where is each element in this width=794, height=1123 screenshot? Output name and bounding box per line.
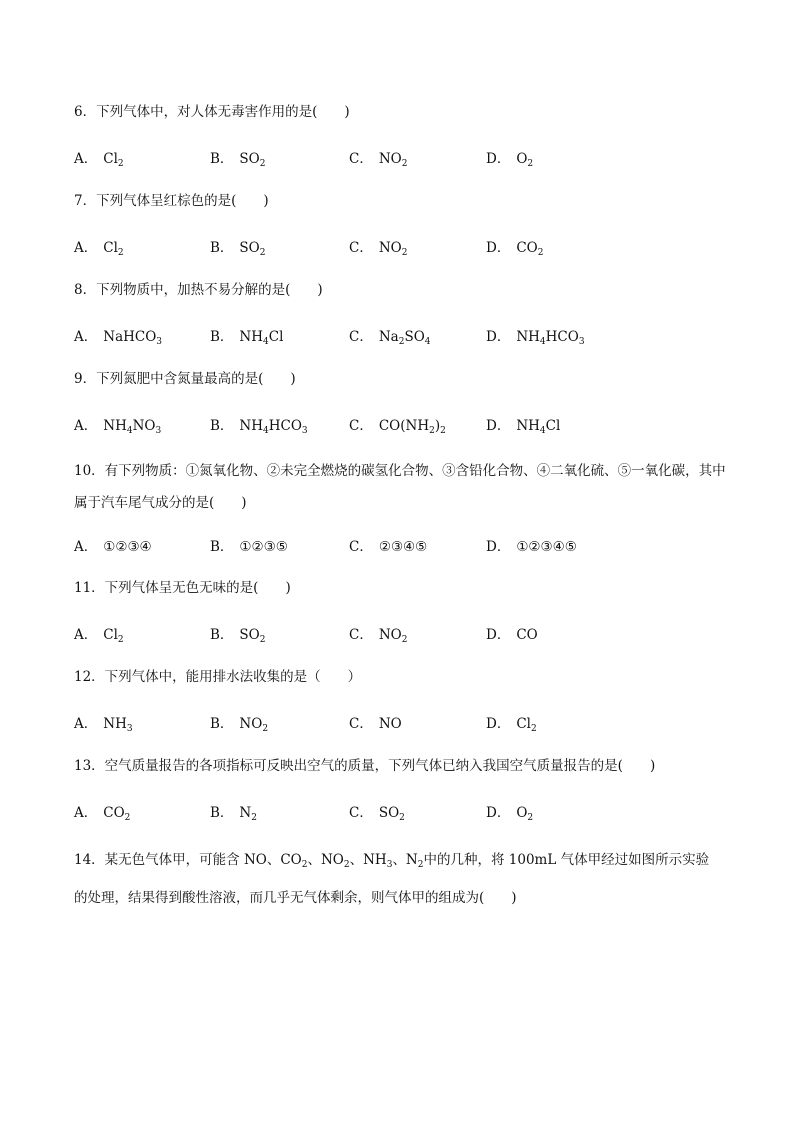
subscript-text: 3 <box>578 337 585 347</box>
option-letter: C． <box>349 329 373 345</box>
subscript-text: 2 <box>259 635 266 645</box>
question-10-options <box>74 534 734 556</box>
subscript-text: 2 <box>259 159 266 169</box>
option-letter: A． <box>74 716 98 732</box>
subscript-text: 2 <box>417 860 424 870</box>
option-letter: B． <box>210 627 234 643</box>
subscript-text: 2 <box>124 813 131 823</box>
subscript-text: 2 <box>399 813 405 823</box>
subscript-text: 2 <box>401 159 408 169</box>
option-letter: A． <box>74 805 98 821</box>
option-letter: B． <box>210 805 234 821</box>
option-letter: B． <box>210 240 234 256</box>
formula-text: NO <box>378 151 402 167</box>
option-letter: D． <box>486 805 511 821</box>
question-11-stem: 11．下列气体呈无色无味的是( ) <box>74 580 291 596</box>
option-letter: D． <box>486 539 511 555</box>
subscript-text: 2 <box>429 426 435 436</box>
formula-text: NH <box>516 329 540 345</box>
subscript-text: 2 <box>117 635 124 645</box>
option-d <box>486 325 585 345</box>
subscript-text: 2 <box>117 248 124 258</box>
formula-text: Cl <box>103 627 118 643</box>
option-b <box>210 712 268 732</box>
question-12-options <box>74 711 734 733</box>
question-7-options <box>74 235 734 257</box>
subscript-text: 2 <box>259 248 266 258</box>
option-c <box>349 414 446 434</box>
subscript-text: 2 <box>537 248 544 258</box>
formula-text: CO <box>516 240 538 256</box>
option-b <box>210 414 308 434</box>
option-d <box>486 236 543 256</box>
option-letter: A． <box>74 329 98 345</box>
formula-text: Cl <box>103 151 118 167</box>
subscript-text: 2 <box>401 635 408 645</box>
option-letter: B． <box>210 151 234 167</box>
option-letter: A． <box>74 240 98 256</box>
option-letter: C． <box>349 240 373 256</box>
option-letter: C． <box>349 418 373 434</box>
question-7-stem: 7．下列气体呈红棕色的是( ) <box>74 193 269 209</box>
option-d <box>486 801 533 821</box>
subscript-text: 4 <box>263 426 269 436</box>
formula-text: ②③④⑤ <box>378 539 428 555</box>
option-c <box>349 236 407 256</box>
formula-text: SO <box>378 805 400 821</box>
subscript-text: 3 <box>155 426 162 436</box>
option-letter: D． <box>486 151 511 167</box>
option-c <box>349 801 405 821</box>
option-a <box>74 147 124 167</box>
question-12-stem: 12．下列气体中，能用排水法收集的是（ ） <box>74 669 362 685</box>
formula-text: CO <box>516 627 538 643</box>
option-a <box>74 236 124 256</box>
formula-text: ①②③⑤ <box>239 539 288 555</box>
formula-text: ) <box>434 418 441 434</box>
question-6-stem: 6．下列气体中，对人体无毒害作用的是( ) <box>74 104 350 120</box>
question-14-stem-line1 <box>74 846 734 874</box>
formula-text: CO <box>103 805 125 821</box>
option-d <box>486 535 577 555</box>
formula-text: Cl <box>545 418 561 434</box>
option-letter: C． <box>349 627 373 643</box>
option-c <box>349 535 427 555</box>
option-c <box>349 325 431 345</box>
question-10-stem: 10．有下列物质：①氮氧化物、②未完全燃烧的碳氢化合物、③含铅化合物、④二氧化硫、⑤一氧化碳，其中属于汽车尾气成分的是( ) <box>74 463 726 511</box>
formula-text: Cl <box>103 240 118 256</box>
option-d <box>486 712 537 732</box>
formula-text: NH <box>239 329 264 345</box>
formula-text: NaHCO <box>103 329 157 345</box>
formula-text: 、NH <box>349 852 387 868</box>
option-letter: D． <box>486 329 511 345</box>
formula-text: NO <box>378 716 402 732</box>
formula-text: NO <box>378 627 402 643</box>
subscript-text: 2 <box>530 724 537 734</box>
subscript-text: 2 <box>440 426 446 436</box>
option-b <box>210 623 265 643</box>
option-b <box>210 147 265 167</box>
subscript-text: 3 <box>386 860 393 870</box>
subscript-text: 4 <box>424 337 431 347</box>
question-9-options <box>74 413 734 435</box>
option-a <box>74 712 133 732</box>
subscript-text: 2 <box>401 248 408 258</box>
formula-text: N <box>239 805 252 821</box>
formula-text: Cl <box>516 716 531 732</box>
subscript-text: 2 <box>262 724 269 734</box>
option-a <box>74 325 162 345</box>
option-letter: B． <box>210 329 234 345</box>
formula-text: NH <box>239 418 264 434</box>
option-b <box>210 535 288 555</box>
formula-text: Na <box>378 329 399 345</box>
option-d <box>486 623 538 643</box>
subscript-text: 2 <box>117 159 124 169</box>
subscript-text: 4 <box>126 426 133 436</box>
formula-text: SO <box>239 151 260 167</box>
option-letter: A． <box>74 539 98 555</box>
option-letter: A． <box>74 418 98 434</box>
formula-text: ①②③④⑤ <box>516 539 577 555</box>
formula-text: HCO <box>545 329 579 345</box>
formula-text: 中的几种，将 100mL 气体甲经过如图所示实验 <box>423 852 710 868</box>
question-13-options <box>74 800 734 822</box>
formula-text: NH <box>103 716 127 732</box>
question-11-options <box>74 622 734 644</box>
formula-text: NO <box>132 418 156 434</box>
option-letter: C． <box>349 539 373 555</box>
option-letter: A． <box>74 151 98 167</box>
option-letter: B． <box>210 539 234 555</box>
formula-text: CO(NH <box>378 418 430 434</box>
option-a <box>74 414 161 434</box>
option-letter: D． <box>486 418 511 434</box>
option-letter: C． <box>349 151 373 167</box>
option-b <box>210 236 265 256</box>
subscript-text: 4 <box>539 426 546 436</box>
subscript-text: 2 <box>527 159 534 169</box>
formula-text: NO <box>378 240 402 256</box>
option-letter: D． <box>486 716 511 732</box>
question-14-stem-line2: 的处理，结果得到酸性溶液，而几乎无气体剩余，则气体甲的组成为( ) <box>74 890 517 906</box>
formula-text: 、N <box>392 852 418 868</box>
formula-text: 14．某无色气体甲，可能含 NO、CO <box>74 852 302 868</box>
formula-text: 、NO <box>307 852 344 868</box>
subscript-text: 4 <box>539 337 546 347</box>
formula-text: NH <box>516 418 540 434</box>
formula-text: SO <box>404 329 425 345</box>
option-a <box>74 801 130 821</box>
option-b <box>210 801 257 821</box>
subscript-text: 2 <box>301 860 308 870</box>
subscript-text: 2 <box>398 337 405 347</box>
subscript-text: 3 <box>126 724 133 734</box>
formula-text: NH <box>103 418 127 434</box>
question-8-stem: 8．下列物质中，加热不易分解的是( ) <box>74 282 323 298</box>
option-c <box>349 147 407 167</box>
formula-text: O <box>516 151 528 167</box>
option-c <box>349 712 402 732</box>
option-d <box>486 414 560 434</box>
formula-text: Cl <box>268 329 284 345</box>
question-8-options <box>74 324 734 346</box>
option-letter: B． <box>210 716 234 732</box>
subscript-text: 2 <box>527 813 534 823</box>
option-letter: C． <box>349 805 373 821</box>
option-letter: A． <box>74 627 98 643</box>
subscript-text: 2 <box>251 813 257 823</box>
option-letter: D． <box>486 627 511 643</box>
question-9-stem: 9．下列氮肥中含氮量最高的是( ) <box>74 371 296 387</box>
option-a <box>74 623 124 643</box>
option-letter: B． <box>210 418 234 434</box>
formula-text: SO <box>239 240 260 256</box>
formula-text: O <box>516 805 528 821</box>
formula-text: ①②③④ <box>103 539 152 555</box>
formula-text: NO <box>239 716 263 732</box>
question-6-options <box>74 146 734 168</box>
option-letter: D． <box>486 240 511 256</box>
subscript-text: 3 <box>156 337 163 347</box>
option-letter: C． <box>349 716 373 732</box>
option-b <box>210 325 283 345</box>
formula-text: HCO <box>268 418 302 434</box>
option-c <box>349 623 407 643</box>
subscript-text: 4 <box>263 337 269 347</box>
subscript-text: 2 <box>343 860 350 870</box>
subscript-text: 3 <box>301 426 308 436</box>
formula-text: SO <box>239 627 260 643</box>
option-a <box>74 535 152 555</box>
question-13-stem: 13．空气质量报告的各项指标可反映出空气的质量，下列气体已纳入我国空气质量报告的是( ) <box>74 758 656 774</box>
option-d <box>486 147 533 167</box>
